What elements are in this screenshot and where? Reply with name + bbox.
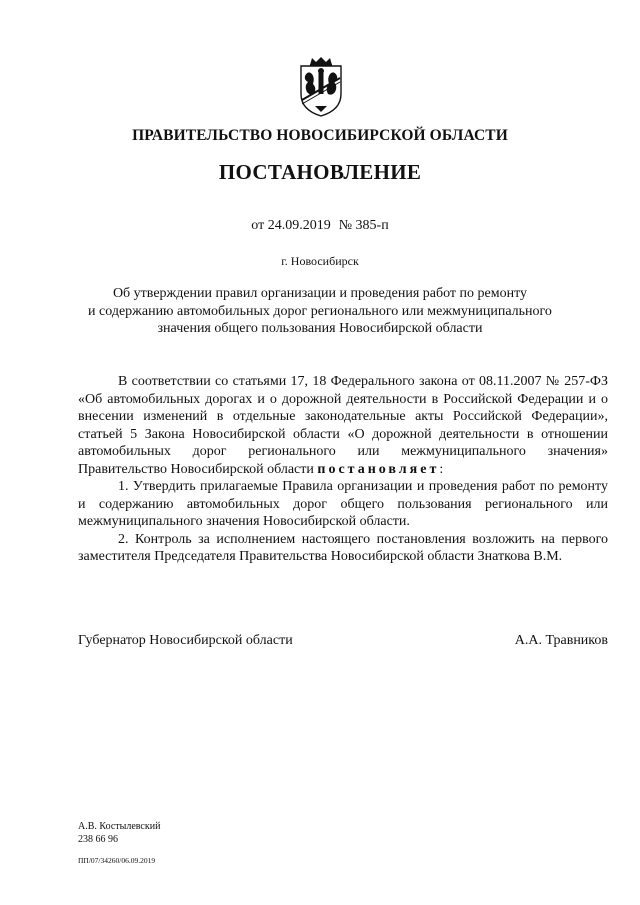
preamble-paragraph [78,373,608,478]
document-body [78,373,608,566]
document-id: ПП/07/34260/06.09.2019 [78,856,156,865]
subject-line: и содержанию автомобильных дорог регионального или межмуниципального [88,303,552,319]
document-date: от 24.09.2019 [251,218,331,233]
organization-title: ПРАВИТЕЛЬСТВО НОВОСИБИРСКОЙ ОБЛАСТИ [132,127,508,144]
item-paragraph-1: 1. Утвердить прилагаемые Правила организации и проведения работ по ремонту и содержанию автомобильных дорог общего пользования регионального или межмуниципального значения Новосибирской области. [78,479,608,529]
document-type-title: ПОСТАНОВЛЕНИЕ [218,160,422,184]
executor-phone: 238 66 96 [78,834,118,845]
executor-block [78,820,160,846]
signatory-name: А.А. Травников [514,633,608,648]
executor-name: А.В. Костылевский [78,821,161,832]
item-paragraph-2: 2. Контроль за исполнением настоящего постановления возложить на первого заместителя Председателя Правительства Новосибирской области Знаткова В.М. [78,531,608,564]
subject-line: значения общего пользования Новосибирской области [157,321,483,336]
preamble-text: В соответствии со статьями 17, 18 Федерального закона от 08.11.2007 № 257-ФЗ «Об автомобильных дорогах и о дорожной деятельности в Российской Федерации и о внесении изменений в отдельные законодательные акты Российской Федерации», статьей 5 Закона Новосибирской области «О дорожной деятельности в отношении автомобильных дорог регионального или межмуниципального значения» Правительство Новосибирской области [78,374,608,477]
decree-word: постановляет [317,461,440,477]
subject-line: Об утверждении правил организации и проведения работ по ремонту [112,286,528,301]
date-number-line [0,218,640,234]
city-line: г. Новосибирск [281,254,359,268]
document-subject [78,285,562,338]
document-number: № 385-п [338,218,389,233]
decree-colon: : [439,461,444,477]
signatory-position: Губернатор Новосибирской области [78,633,293,648]
novosibirsk-coat-of-arms-icon [296,56,346,118]
